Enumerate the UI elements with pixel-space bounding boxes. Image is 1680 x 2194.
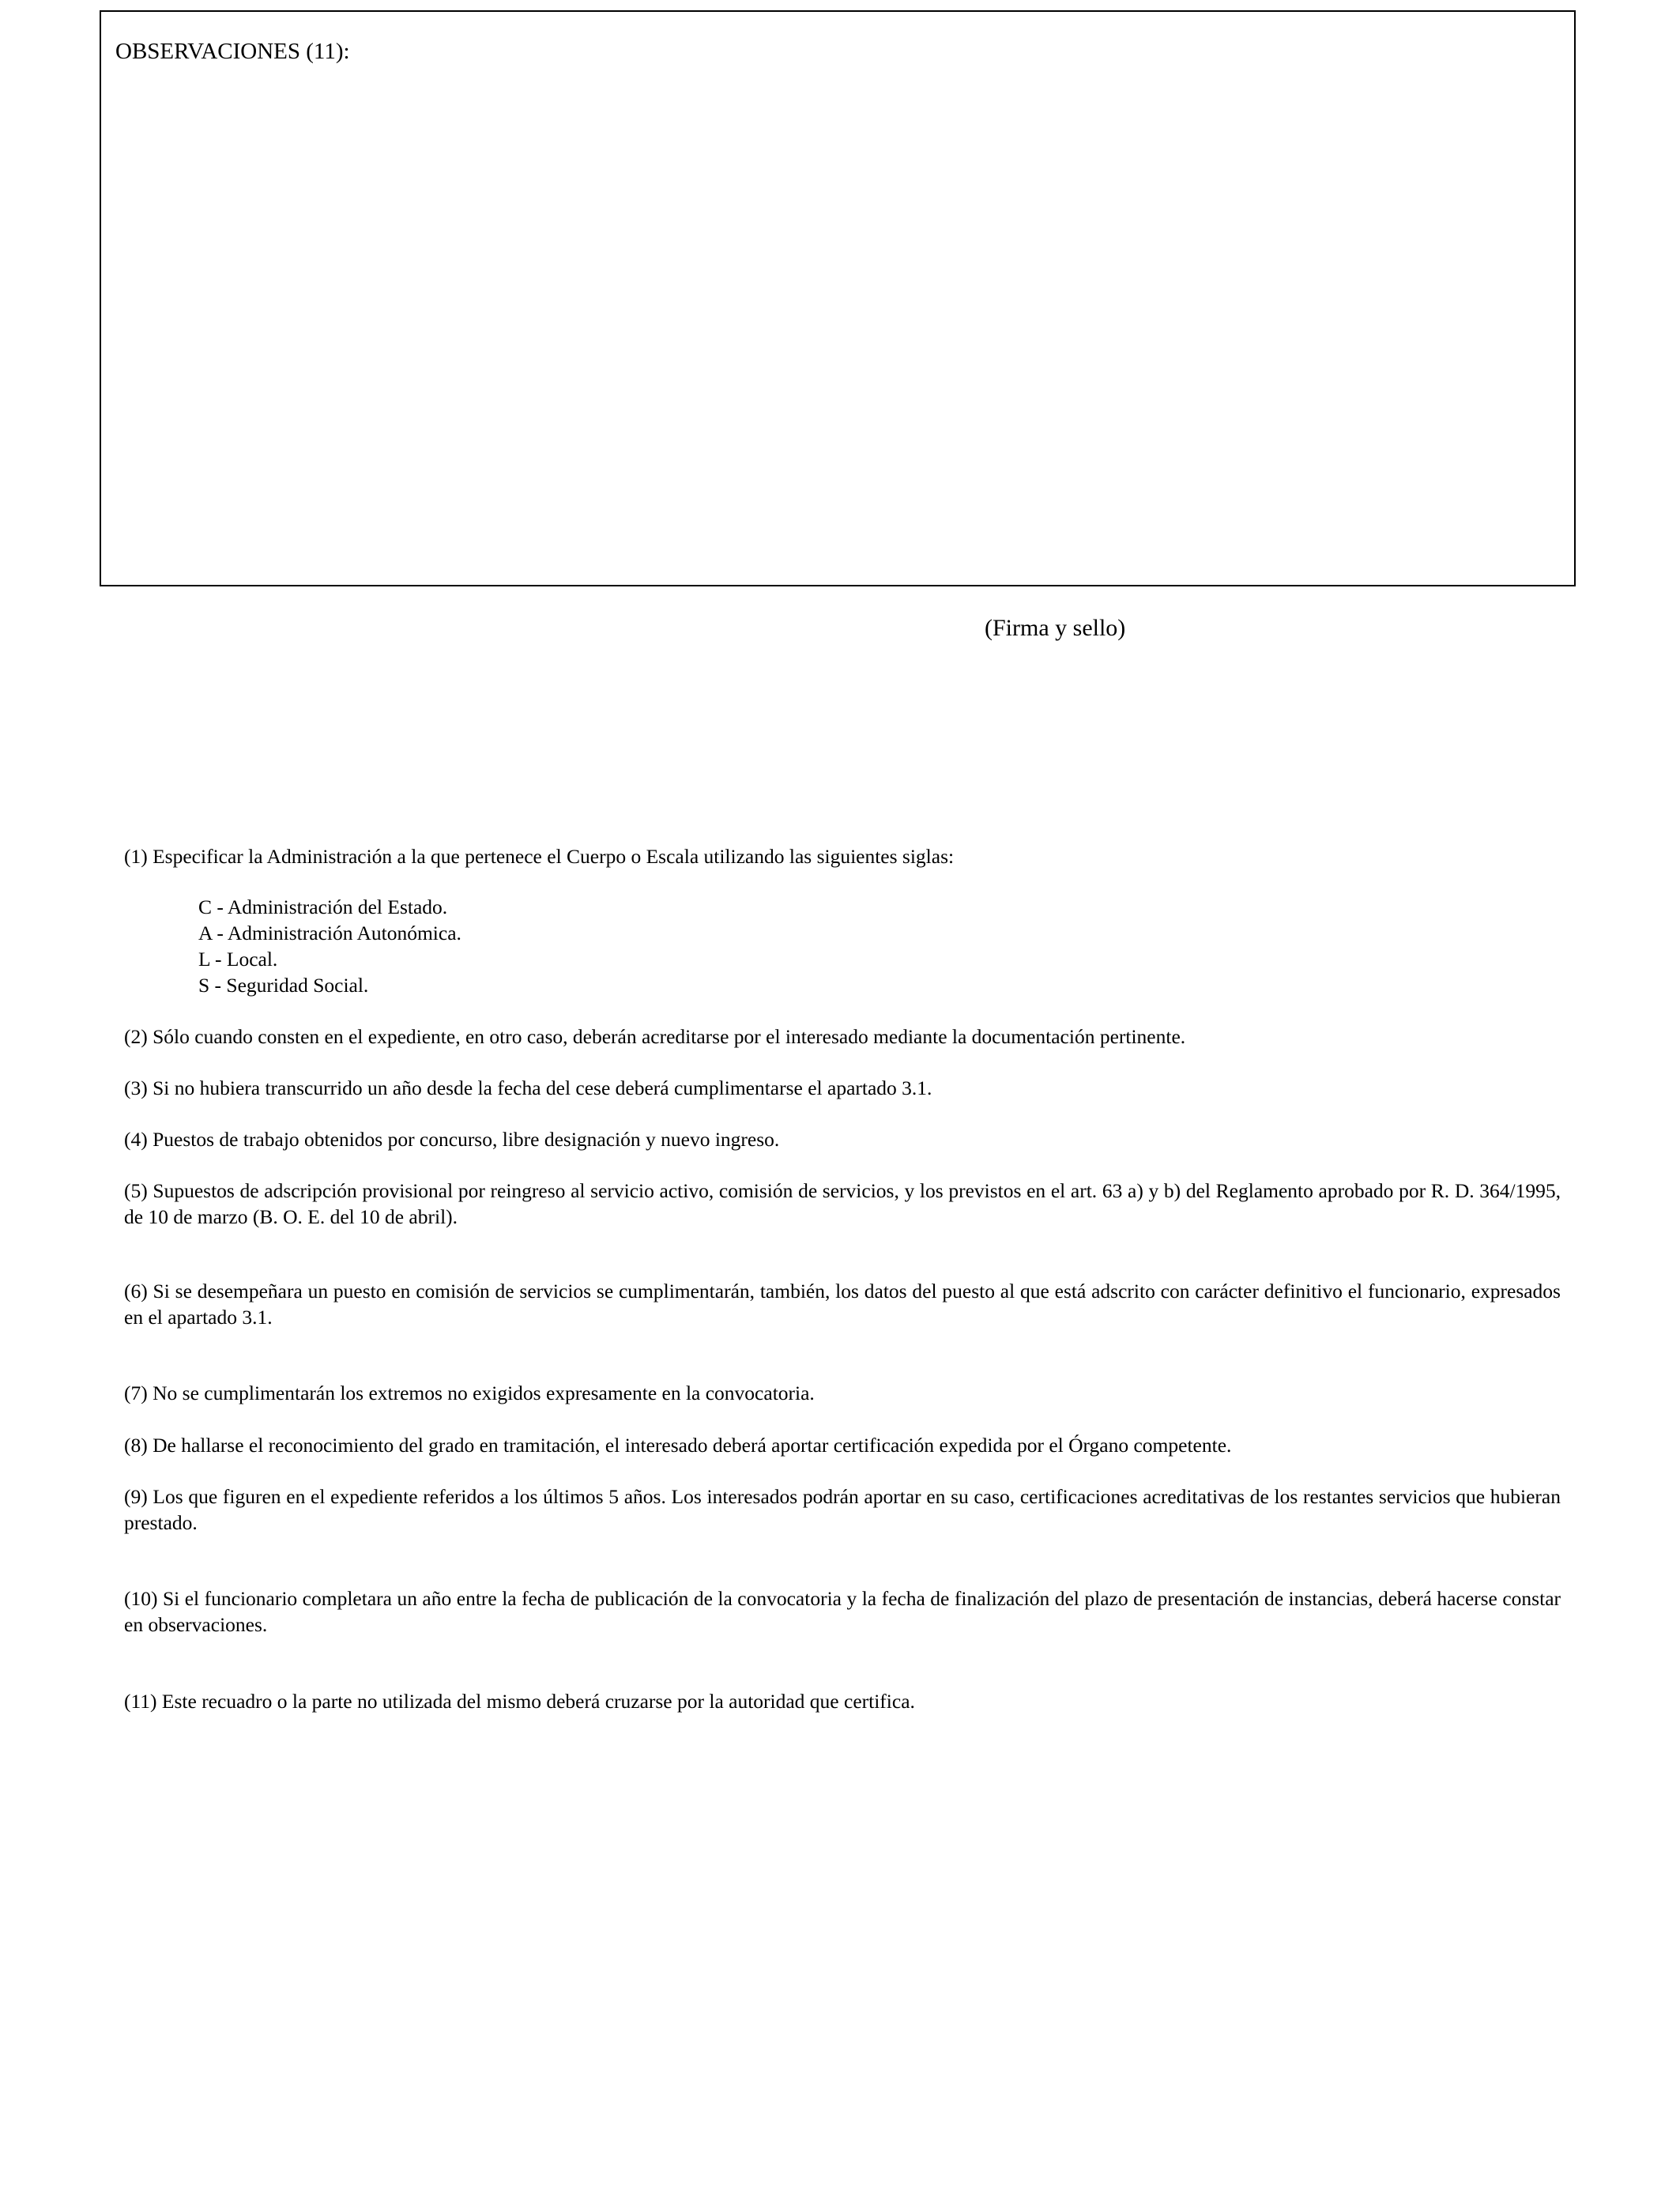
footnote-3: (3) Si no hubiera transcurrido un año desde la fecha del cese deberá cumplimentarse el apartado 3.1. (124, 1076, 932, 1099)
footnote-4: (4) Puestos de trabajo obtenidos por concurso, libre designación y nuevo ingreso. (124, 1128, 780, 1151)
sigla-item-c: C - Administración del Estado. (198, 895, 448, 918)
footnote-11: (11) Este recuadro o la parte no utilizada del mismo deberá cruzarse por la autoridad que certifica. (124, 1690, 915, 1713)
sigla-item-a: A - Administración Autonómica. (198, 922, 461, 944)
observaciones-title: OBSERVACIONES (11): (115, 39, 350, 64)
footnote-1: (1) Especificar la Administración a la que pertenece el Cuerpo o Escala utilizando las siguientes siglas: (124, 845, 955, 868)
footnote-10: (10) Si el funcionario completara un año entre la fecha de publicación de la convocatoria y la fecha de finalización del plazo de presentación de instancias, deberá hacerse constar en observaciones. (124, 1587, 1561, 1636)
footnote-8: (8) De hallarse el reconocimiento del grado en tramitación, el interesado deberá aportar certificación expedida por el Órgano competente. (124, 1434, 1232, 1457)
signature-label: (Firma y sello) (985, 615, 1126, 641)
footnote-5: (5) Supuestos de adscripción provisional por reingreso al servicio activo, comisión de servicios, y los previstos en el art. 63 a) y b) del Reglamento aprobado por R. D. 364/1995, de 10 de marzo (B. O. E. del 10 de abril). (124, 1179, 1561, 1228)
footnote-2: (2) Sólo cuando consten en el expediente, en otro caso, deberán acreditarse por el interesado mediante la documentación pertinente. (124, 1025, 1186, 1048)
sigla-item-l: L - Local. (198, 948, 278, 971)
siglas-list (198, 894, 461, 998)
observaciones-box (100, 10, 1576, 586)
footnote-7: (7) No se cumplimentarán los extremos no exigidos expresamente en la convocatoria. (124, 1382, 815, 1404)
footnote-9: (9) Los que figuren en el expediente referidos a los últimos 5 años. Los interesados podrán aportar en su caso, certificaciones acreditativas de los restantes servicios que hubieran prestado. (124, 1485, 1561, 1534)
footnote-6: (6) Si se desempeñara un puesto en comisión de servicios se cumplimentarán, también, los datos del puesto al que está adscrito con carácter definitivo el funcionario, expresados en el apartado 3.1. (124, 1280, 1561, 1329)
sigla-item-s: S - Seguridad Social. (198, 974, 369, 997)
